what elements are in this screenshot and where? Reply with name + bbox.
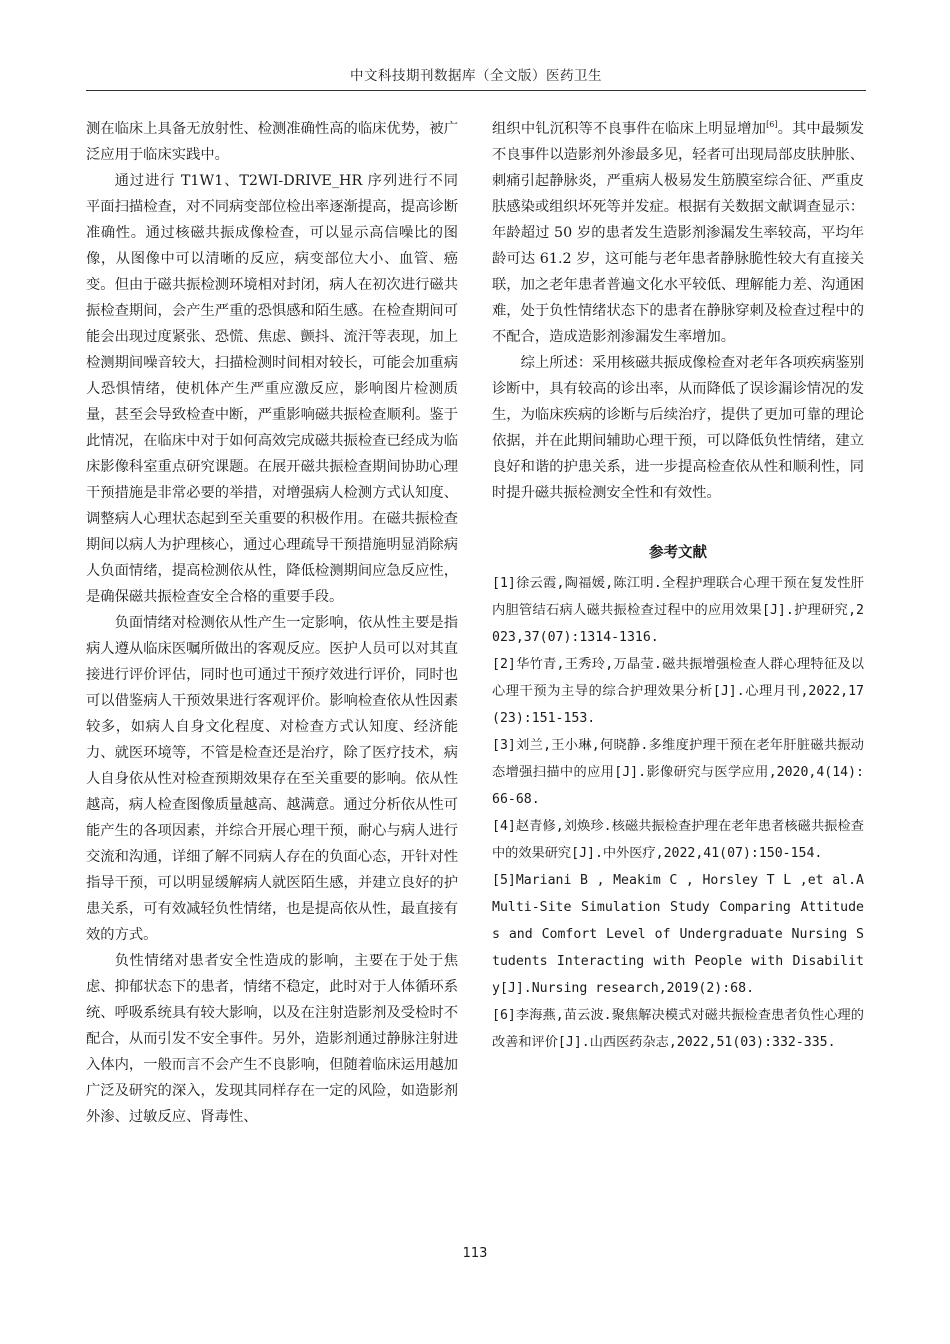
reference-item: [6]李海燕,苗云波.聚焦解决模式对磁共振检查患者负性心理的改善和评价[J].山西医药杂志,2022,51(03):332-335. xyxy=(492,1008,864,1050)
paragraph: 负面情绪对检测依从性产生一定影响，依从性主要是指病人遵从临床医嘱所做出的客观反应。医护人员可以对其直接进行评价评估，同时也可通过干预疗效进行评价，同时也可以借鉴病人干预效果进行客观评价。影响检查依从性因素较多，如病人自身文化程度、对检查方式认知度、经济能力、就医环境等，不管是检查还是治疗，除了医疗技术，病人自身依从性对检查预期效果存在至关重要的影响。依从性越高，病人检查图像质量越高、越满意。通过分析依从性可能产生的各项因素，并综合开展心理干预，耐心与病人进行交流和沟通，详细了解不同病人存在的负面心态，开针对性指导干预，可以明显缓解病人就医陌生感，并建立良好的护患关系，可有效减轻负性情绪，也是提高依从性，最直接有效的方式。 xyxy=(86,615,458,943)
reference-item: [5]Mariani B , Meakim C , Horsley T L ,et al.A Multi-Site Simulation Study Comparing Attitudes and Comfort Level of Undergraduate Nursing Students Interacting with People with Disability[J].Nursing research,2019(2):68. xyxy=(492,873,864,996)
paragraph-text: 组织中钆沉积等不良事件在临床上明显增加 xyxy=(492,121,767,137)
citation-superscript: [6] xyxy=(766,120,778,130)
reference-item: [2]华竹青,王秀玲,万晶莹.磁共振增强检查人群心理特征及以心理干预为主导的综合护理效果分析[J].心理月刊,2022,17(23):151-153. xyxy=(492,657,864,726)
header-divider xyxy=(86,90,866,91)
paragraph: 负性情绪对患者安全性造成的影响，主要在于处于焦虑、抑郁状态下的患者，情绪不稳定，此时对于人体循环系统、呼吸系统具有较大影响，以及在注射造影剂及受检时不配合，从而引发不安全事件。另外，造影剂通过静脉注射进入体内，一般而言不会产生不良影响，但随着临床运用越加广泛及研究的深入，发现其同样存在一定的风险，如造影剂外渗、过敏反应、肾毒性、 xyxy=(86,953,458,1125)
references-heading: 参考文献 xyxy=(649,545,707,561)
paragraph-text: 。其中最频发不良事件以造影剂外渗最多见，轻者可出现局部皮肤肿胀、刺痛引起静脉炎，严重病人极易发生筋膜室综合征、严重皮肤感染或组织坏死等并发症。根据有关数据文献调查显示：年龄超过 50 岁的患者发生造影剂渗漏发生率较高，平均年龄可达 61.2 岁，这可能与老年患者静脉脆性较大有直接关联，加之老年患者普遍文化水平较低、理解能力差、沟通困难，处于负性情绪状态下的患者在静脉穿刺及检查过程中的不配合，造成造影剂渗漏发生率增加。 xyxy=(492,121,865,345)
reference-item: [3]刘兰,王小琳,何晓静.多维度护理干预在老年肝脏磁共振动态增强扫描中的应用[J].影像研究与医学应用,2020,4(14):66-68. xyxy=(492,738,864,807)
reference-list xyxy=(492,570,864,1056)
page-number: 113 xyxy=(462,1246,488,1261)
reference-item: [4]赵青修,刘焕珍.核磁共振检查护理在老年患者核磁共振检查中的效果研究[J].中外医疗,2022,41(07):150-154. xyxy=(492,819,864,861)
paragraph: 通过进行 T1W1、T2WI-DRIVE_HR 序列进行不同平面扫描检查，对不同病变部位检出率逐渐提高，提高诊断准确性。通过核磁共振成像检查，可以显示高信噪比的图像，从图像中可以清晰的反应，病变部位大小、血管、癌变。但由于磁共振检测环境相对封闭，病人在初次进行磁共振检查期间，会产生严重的恐惧感和陌生感。在检查期间可能会出现过度紧张、恐慌、焦虑、颤抖、流汗等表现，加上检测期间噪音较大，扫描检测时间相对较长，可能会加重病人恐惧情绪，使机体产生严重应激反应，影响图片检测质量，甚至会导致检查中断，严重影响磁共振检查顺利。鉴于此情况，在临床中对于如何高效完成磁共振检查已经成为临床影像科室重点研究课题。在展开磁共振检查期间协助心理干预措施是非常必要的举措，对增强病人检测方式认知度、调整病人心理状态起到至关重要的积极作用。在磁共振检查期间以病人为护理核心，通过心理疏导干预措施明显消除病人负面情绪，提高检测依从性，降低检测期间应急反应性，是确保磁共振检查安全合格的重要手段。 xyxy=(86,173,458,605)
reference-item: [1]徐云霞,陶福媛,陈江明.全程护理联合心理干预在复发性肝内胆管结石病人磁共振检查过程中的应用效果[J].护理研究,2023,37(07):1314-1316. xyxy=(492,576,864,645)
paragraph: 测在临床上具备无放射性、检测准确性高的临床优势，被广泛应用于临床实践中。 xyxy=(86,121,458,163)
paragraph xyxy=(492,116,864,350)
paragraph: 综上所述：采用核磁共振成像检查对老年各项疾病鉴别诊断中，具有较高的诊出率，从而降低了误诊漏诊情况的发生，为临床疾病的诊断与后续治疗，提供了更加可靠的理论依据，并在此期间辅助心理干预，可以降低负性情绪，建立良好和谐的护患关系，进一步提高检查依从性和顺利性，同时提升磁共振检测安全性和有效性。 xyxy=(492,355,864,501)
right-column xyxy=(492,116,864,1056)
left-column xyxy=(86,116,458,1130)
journal-header: 中文科技期刊数据库（全文版）医药卫生 xyxy=(350,68,602,84)
